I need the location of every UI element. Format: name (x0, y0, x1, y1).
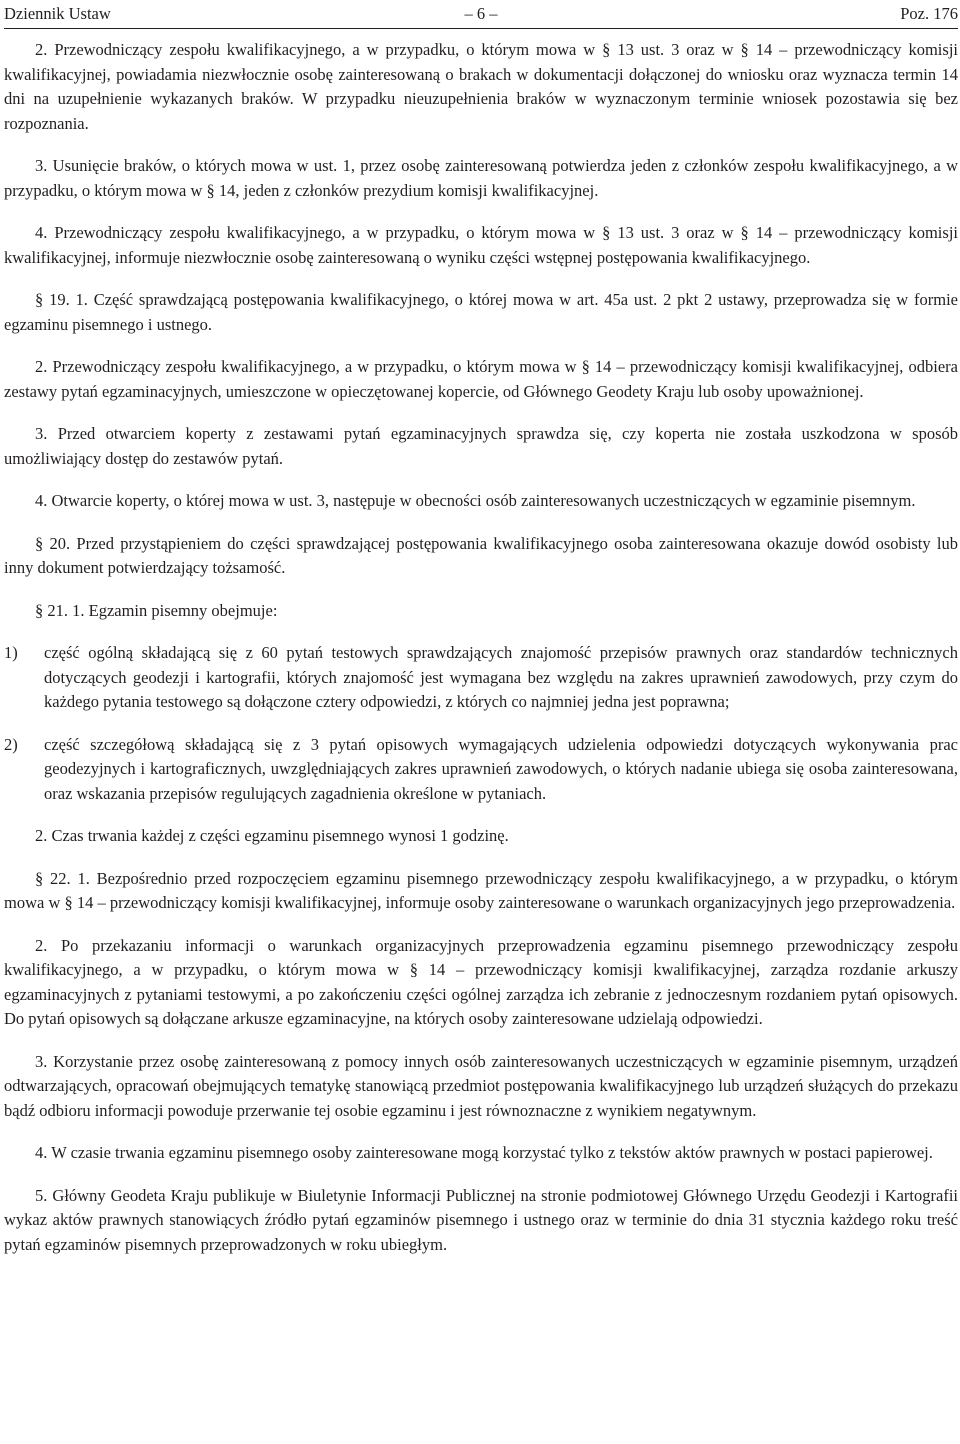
numbered-list (4, 641, 958, 806)
position-number: Poz. 176 (900, 4, 958, 23)
header-divider (4, 28, 958, 29)
paragraph: § 19. 1. Część sprawdzającą postępowania kwalifikacyjnego, o której mowa w art. 45a ust. 2 pkt 2 ustawy, przeprowadza się w formie egzaminu pisemnego i ustnego. (4, 290, 958, 334)
paragraph: 3. Usunięcie braków, o których mowa w ust. 1, przez osobę zainteresowaną potwierdza jeden z członków zespołu kwalifikacyjnego, a w przypadku, o którym mowa w § 14, jeden z członków prezydium komisji kwalifikacyjnej. (4, 156, 958, 200)
paragraph: 4. Przewodniczący zespołu kwalifikacyjnego, a w przypadku, o którym mowa w § 13 ust. 3 oraz w § 14 – przewodniczący komisji kwalifikacyjnej, informuje niezwłocznie osobę zainteresowaną o wyniku części wstępnej postępowania kwalifikacyjnego. (4, 223, 958, 267)
paragraph: 2. Przewodniczący zespołu kwalifikacyjnego, a w przypadku, o którym mowa w § 13 ust. 3 oraz w § 14 – przewodniczący komisji kwalifikacyjnej, powiadamia niezwłocznie osobę zainteresowaną o brakach w dokumentacji dołączonej do wniosku oraz wyznacza termin 14 dni na uzupełnienie wykazanych braków. W przypadku nieuzupełnienia braków w wyznaczonym terminie wniosek pozostawia się bez rozpoznania. (4, 40, 958, 133)
list-item-text: część szczegółową składającą się z 3 pytań opisowych wymagających udzielenia odpowiedzi dotyczących wykonywania prac geodezyjnych i kartograficznych, uwzględniających zakres uprawnień zawodowych, o których nadanie ubiega się osoba zainteresowana, oraz wskazania przepisów regulujących zagadnienia określone w pytaniach. (44, 734, 958, 803)
list-item (4, 733, 958, 807)
page-header (4, 2, 958, 28)
paragraph: § 21. 1. Egzamin pisemny obejmuje: (35, 600, 278, 620)
paragraph: 2. Przewodniczący zespołu kwalifikacyjnego, a w przypadku, o którym mowa w § 14 – przewodniczący komisji kwalifikacyjnej, odbiera zestawy pytań egzaminacyjnych, umieszczone w opieczętowanej kopercie, od Głównego Geodety Kraju lub osoby upoważnionej. (4, 357, 958, 401)
paragraph: 5. Główny Geodeta Kraju publikuje w Biuletynie Informacji Publicznej na stronie podmiotowej Głównego Urzędu Geodezji i Kartografii wykaz aktów prawnych stanowiących źródło pytań egzaminów pisemnego i ustnego oraz w terminie do dnia 31 stycznia każdego roku treść pytań egzaminów pisemnych przeprowadzonych w roku ubiegłym. (4, 1185, 958, 1254)
paragraph: 3. Korzystanie przez osobę zainteresowaną z pomocy innych osób zainteresowanych uczestniczących w egzaminie pisemnym, urządzeń odtwarzających, opracowań obejmujących tematykę stanowiącą przedmiot postępowania kwalifikacyjnego lub urządzeń służących do przekazu bądź odbioru informacji powoduje przerwanie tej osobie egzaminu i jest równoznaczne z wynikiem negatywnym. (4, 1051, 958, 1120)
paragraph: § 20. Przed przystąpieniem do części sprawdzającej postępowania kwalifikacyjnego osoba zainteresowana okazuje dowód osobisty lub inny dokument potwierdzający tożsamość. (4, 533, 958, 577)
paragraph: 3. Przed otwarciem koperty z zestawami pytań egzaminacyjnych sprawdza się, czy koperta nie została uszkodzona w sposób umożliwiający dostęp do zestawów pytań. (4, 424, 958, 468)
paragraph: 4. W czasie trwania egzaminu pisemnego osoby zainteresowane mogą korzystać tylko z tekstów aktów prawnych w postaci papierowej. (35, 1143, 933, 1162)
paragraph: 4. Otwarcie koperty, o której mowa w ust. 3, następuje w obecności osób zainteresowanych uczestniczących w egzaminie pisemnym. (35, 491, 916, 510)
list-item-number: 2) (4, 734, 18, 754)
journal-title: Dziennik Ustaw (4, 4, 111, 23)
paragraph: 2. Po przekazaniu informacji o warunkach organizacyjnych przeprowadzenia egzaminu pisemnego przewodniczący zespołu kwalifikacyjnego, a w przypadku, o którym mowa w § 14 – przewodniczący komisji kwalifikacyjnej, zarządza rozdanie arkuszy egzaminacyjnych z pytaniami testowymi, a po zakończeniu części ogólnej zarządza ich zebranie z jednoczesnym rozdaniem pytań opisowych. Do pytań opisowych są dołączane arkusze egzaminacyjne, na których osoby zainteresowane udzielają odpowiedzi. (4, 935, 958, 1028)
list-item-text: część ogólną składającą się z 60 pytań testowych sprawdzających znajomość przepisów prawnych oraz standardów technicznych dotyczących geodezji i kartografii, których znajomość jest wymagana bez względu na zakres uprawnień zawodowych, przy czym do każdego pytania testowego są dołączone cztery odpowiedzi, z których co najmniej jedna jest poprawna; (44, 643, 958, 711)
page-number: – 6 – (464, 4, 498, 23)
list-item-number: 1) (4, 643, 18, 662)
list-item (4, 641, 958, 715)
document-body (4, 38, 958, 1275)
paragraph: 2. Czas trwania każdej z części egzaminu pisemnego wynosi 1 godzinę. (35, 826, 509, 845)
paragraph: § 22. 1. Bezpośrednio przed rozpoczęciem egzaminu pisemnego przewodniczący zespołu kwalifikacyjnego, a w przypadku, o którym mowa w § 14 – przewodniczący komisji kwalifikacyjnej, informuje osoby zainteresowane o warunkach organizacyjnych jego przeprowadzenia. (4, 868, 958, 912)
